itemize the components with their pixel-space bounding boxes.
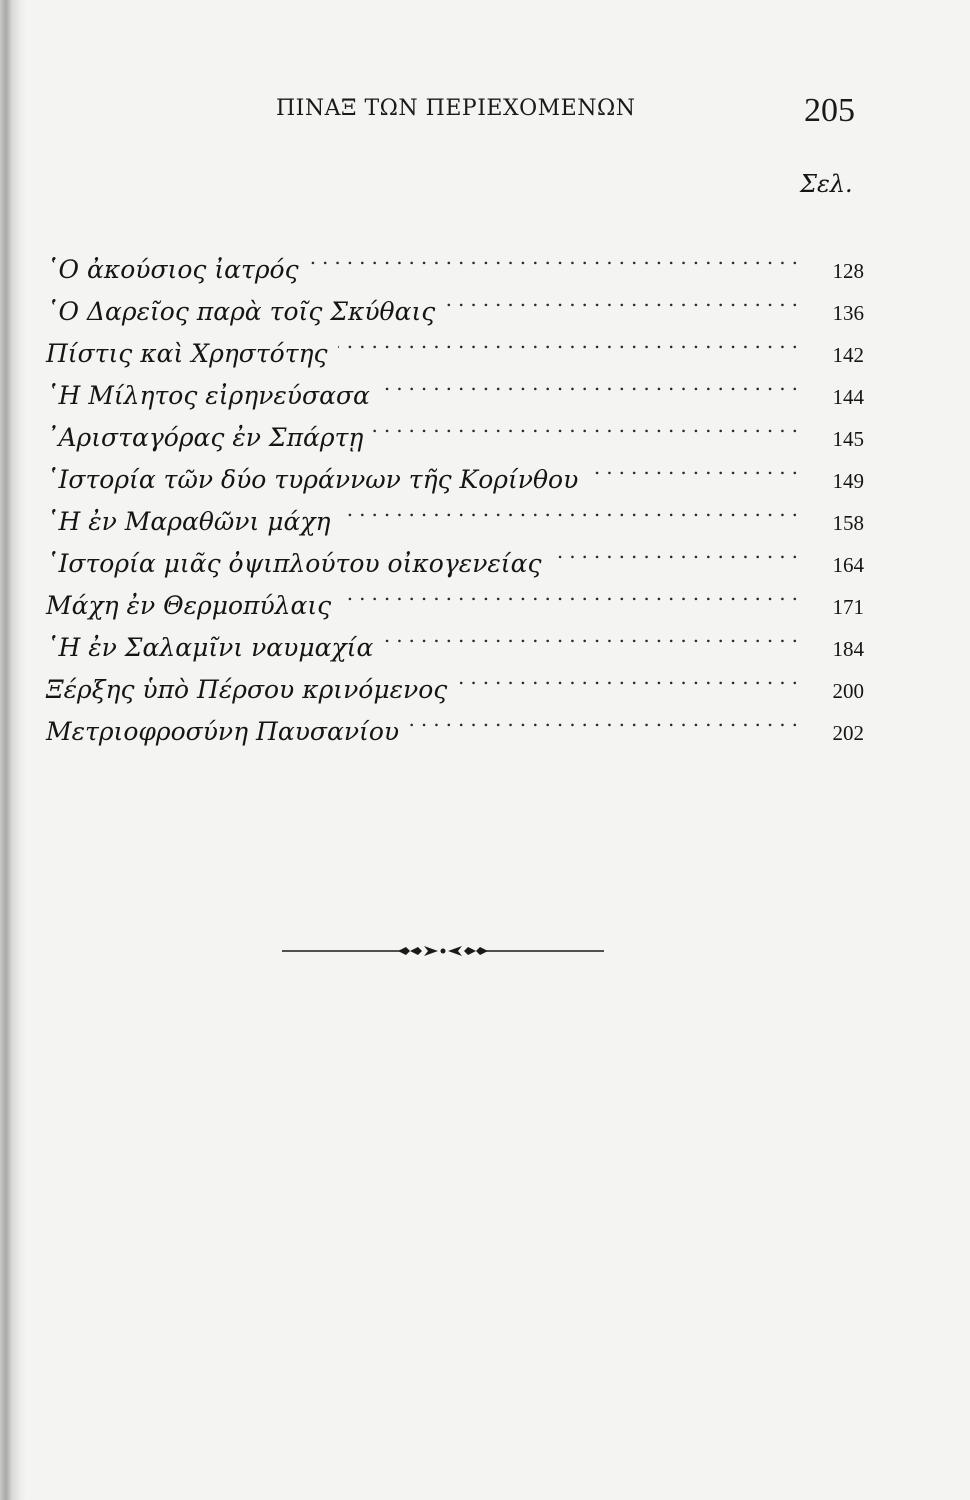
dot-leader (380, 362, 804, 404)
toc-entry-title: Πίστις καὶ Χρηστότης (46, 339, 328, 368)
toc-entry-page: 184 (832, 637, 864, 661)
toc-entry-page: 149 (832, 469, 864, 493)
toc-entry-title: ῾Ο ἀκούσιος ἰατρός (46, 255, 299, 284)
page-column-label: Σελ. (800, 170, 853, 198)
page-number: 205 (804, 92, 855, 129)
toc-entry-page: 144 (832, 385, 864, 409)
dot-leader (552, 530, 805, 572)
toc-entry (36, 236, 866, 284)
toc-entry-title: Μετριοφροσύνη Παυσανίου (46, 717, 400, 746)
dot-leader (588, 446, 804, 488)
toc-entry-page: 128 (832, 259, 864, 283)
dot-leader (309, 236, 804, 278)
binding-edge (0, 0, 26, 1500)
toc-entry-page: 145 (832, 427, 864, 451)
dot-leader (409, 698, 804, 740)
toc-entry-page: 142 (832, 343, 864, 367)
toc-entry-title: Ξέρξης ὑπὸ Πέρσου κρινόμενος (46, 675, 448, 704)
dot-leader (373, 404, 804, 446)
toc-entry-title: Μάχη ἐν Θερμοπύλαις (46, 591, 332, 620)
dot-leader (457, 656, 804, 698)
toc-entry-page: 202 (832, 721, 864, 745)
toc-entry-title: ῾Η Μίλητος εἰρηνεύσασα (46, 381, 370, 410)
dot-leader (445, 278, 804, 320)
toc-entry-page: 158 (832, 511, 864, 535)
dot-leader (338, 320, 804, 362)
toc-entry-title: ᾿Αρισταγόρας ἐν Σπάρτῃ (46, 423, 364, 452)
toc-entry-title: ῾Η ἐν Μαραθῶνι μάχη (46, 507, 331, 536)
end-ornament-rule (280, 936, 606, 966)
dot-leader (341, 488, 804, 530)
toc-entry-page: 164 (832, 553, 864, 577)
toc-entry-title: ῾Η ἐν Σαλαμῖνι ναυμαχία (46, 633, 374, 662)
toc-entry-page: 136 (832, 301, 864, 325)
toc-entry-title: ῾Ιστορία μιᾶς ὀψιπλούτου οἰκογενείας (46, 549, 542, 578)
toc-entry-page: 200 (832, 679, 864, 703)
dot-leader (341, 572, 804, 614)
table-of-contents (36, 236, 866, 746)
toc-entry-page: 171 (832, 595, 864, 619)
toc-entry-title: ῾Ιστορία τῶν δύο τυράννων τῆς Κορίνθου (46, 465, 579, 494)
toc-entry-title: ῾Ο Δαρεῖος παρὰ τοῖς Σκύθαις (46, 297, 436, 326)
dot-leader (383, 614, 804, 656)
running-title: ΠΙΝΑΞ ΤΩΝ ΠΕΡΙΕΧΟΜΕΝΩΝ (276, 96, 636, 121)
